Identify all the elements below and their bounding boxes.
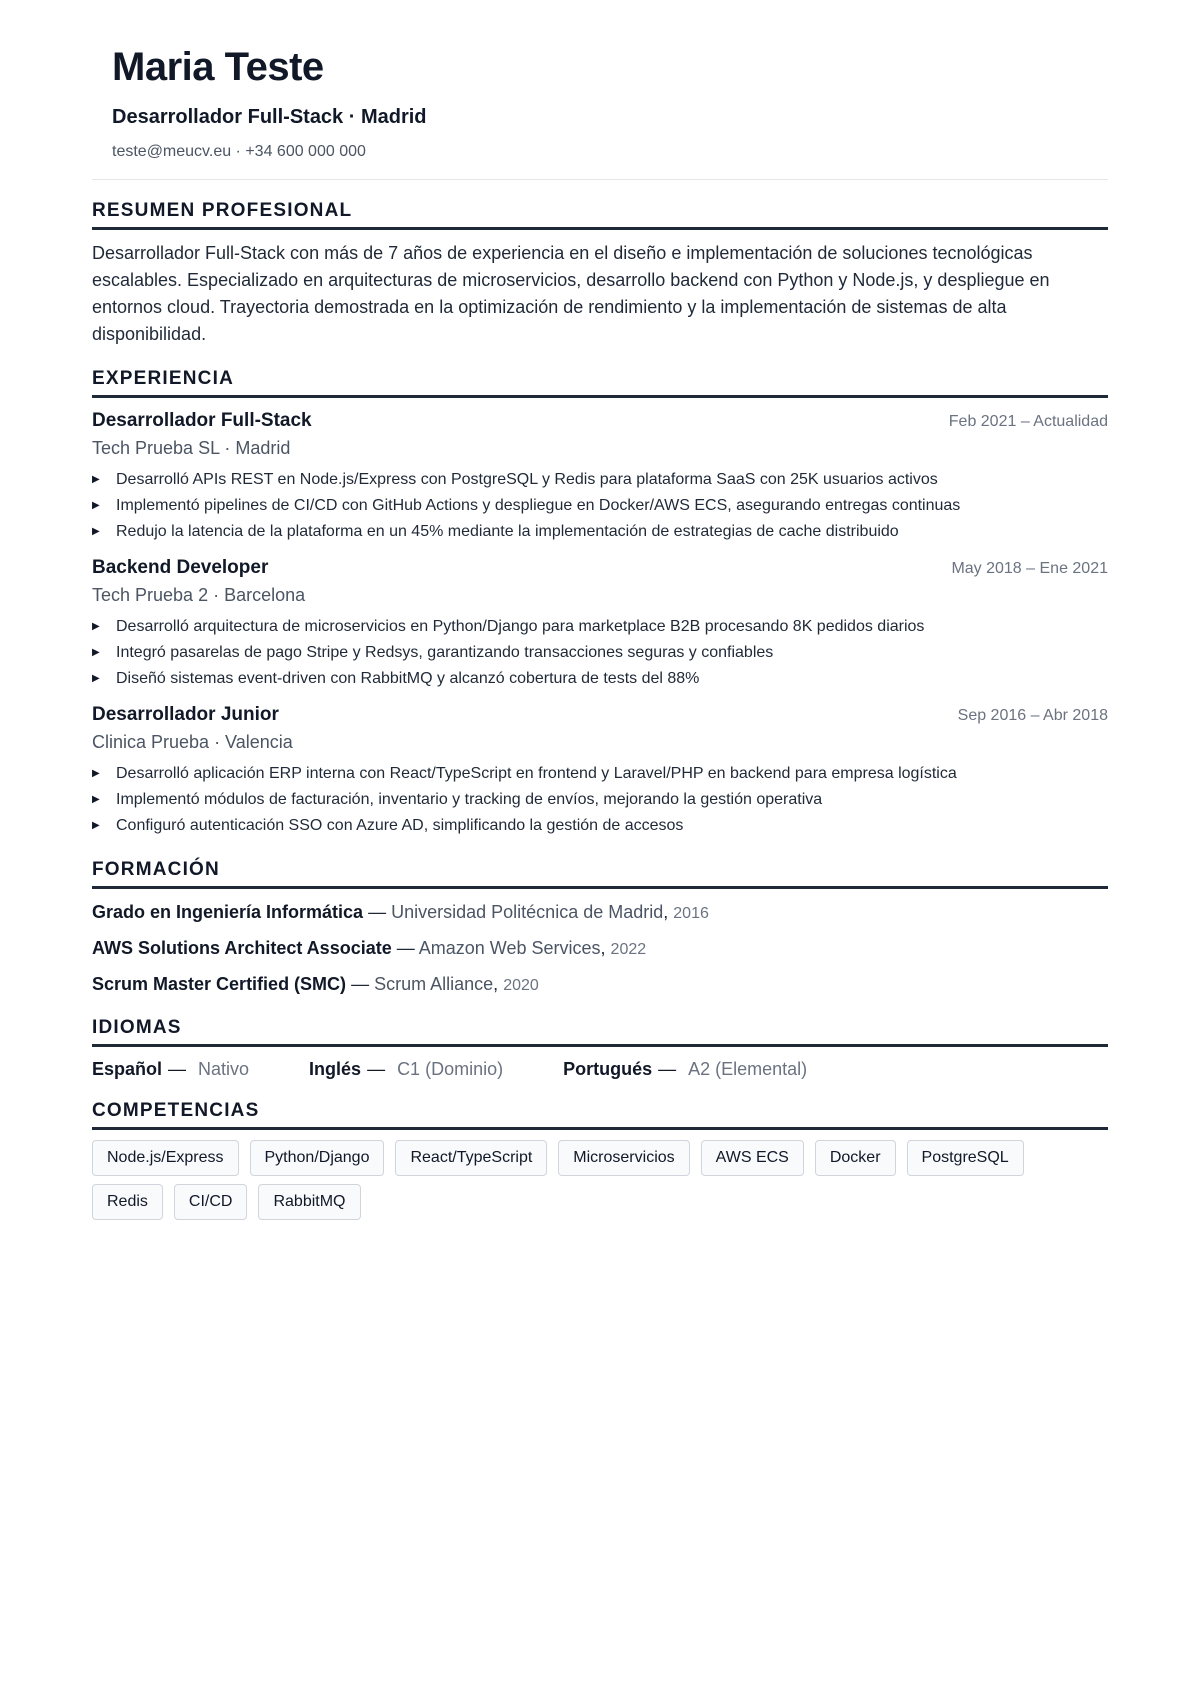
education-institution: Amazon Web Services xyxy=(418,938,601,958)
language-name: Inglés xyxy=(309,1059,362,1079)
section-title-summary: RESUMEN PROFESIONAL xyxy=(92,200,1108,230)
language-level: A2 (Elemental) xyxy=(688,1059,808,1079)
languages-list xyxy=(92,1059,1108,1080)
list-item: ▶ Desarrolló APIs REST en Node.js/Express con PostgreSQL y Redis para plataforma SaaS con 25K usuarios activos xyxy=(92,467,1108,493)
skill-tag: Python/Django xyxy=(250,1140,385,1176)
language-item: Español — Nativo xyxy=(92,1059,250,1079)
education-degree: Grado en Ingeniería Informática xyxy=(92,902,364,922)
section-title-experience: EXPERIENCIA xyxy=(92,368,1108,398)
header-divider xyxy=(92,179,1108,180)
list-item: ▶ Configuró autenticación SSO con Azure AD, simplificando la gestión de accesos xyxy=(92,813,1108,839)
education-year: 2016 xyxy=(673,905,709,922)
arrow-right-icon: ▶ xyxy=(92,500,100,511)
language-item: Inglés — C1 (Dominio) xyxy=(309,1059,504,1079)
skill-tag: RabbitMQ xyxy=(258,1184,360,1220)
education-degree: Scrum Master Certified (SMC) xyxy=(92,974,347,994)
arrow-right-icon: ▶ xyxy=(92,621,100,632)
skill-tag: AWS ECS xyxy=(701,1140,804,1176)
language-level: C1 (Dominio) xyxy=(397,1059,504,1079)
education-degree: AWS Solutions Architect Associate xyxy=(92,938,392,958)
education-item: Grado en Ingeniería Informática — Universidad Politécnica de Madrid, 2016 xyxy=(92,902,709,922)
language-level: Nativo xyxy=(198,1059,250,1079)
job-title: Backend Developer xyxy=(92,557,269,578)
skill-tag: Redis xyxy=(92,1184,163,1220)
education-item: Scrum Master Certified (SMC) — Scrum Alliance, 2020 xyxy=(92,974,539,994)
job-date: Sep 2016 – Abr 2018 xyxy=(957,707,1108,724)
arrow-right-icon: ▶ xyxy=(92,768,100,779)
arrow-right-icon: ▶ xyxy=(92,820,100,831)
skill-tag: React/TypeScript xyxy=(395,1140,547,1176)
section-title-education: FORMACIÓN xyxy=(92,859,1108,889)
list-item: ▶ Integró pasarelas de pago Stripe y Redsys, garantizando transacciones seguras y confiables xyxy=(92,640,1108,666)
language-name: Portugués xyxy=(563,1059,653,1079)
education-item: AWS Solutions Architect Associate — Amazon Web Services, 2022 xyxy=(92,938,647,958)
list-item: ▶ Implementó módulos de facturación, inventario y tracking de envíos, mejorando la gestión operativa xyxy=(92,787,1108,813)
job-date: Feb 2021 – Actualidad xyxy=(948,413,1108,430)
job-entry xyxy=(92,410,1108,545)
language-item: Portugués — A2 (Elemental) xyxy=(563,1059,808,1079)
job-entry xyxy=(92,557,1108,692)
skill-tag: CI/CD xyxy=(174,1184,248,1220)
job-title: Desarrollador Full-Stack xyxy=(92,410,312,431)
education-section xyxy=(92,859,1108,997)
skill-tag: Docker xyxy=(815,1140,896,1176)
skill-tag: Node.js/Express xyxy=(92,1140,239,1176)
section-title-languages: IDIOMAS xyxy=(92,1017,1108,1047)
skills-section xyxy=(92,1100,1108,1228)
list-item: ▶ Desarrolló aplicación ERP interna con React/TypeScript en frontend y Laravel/PHP en backend para empresa logística xyxy=(92,761,1108,787)
experience-section xyxy=(92,368,1108,839)
languages-section xyxy=(92,1017,1108,1080)
job-bullets xyxy=(92,761,1108,839)
job-company: Clinica Prueba · Valencia xyxy=(92,732,293,752)
arrow-right-icon: ▶ xyxy=(92,794,100,805)
person-name: Maria Teste xyxy=(112,45,324,89)
job-date: May 2018 – Ene 2021 xyxy=(951,560,1108,577)
skill-tag: Microservicios xyxy=(558,1140,689,1176)
job-bullets xyxy=(92,467,1108,545)
education-year: 2022 xyxy=(610,941,647,958)
skills-list xyxy=(92,1140,1092,1228)
list-item: ▶ Desarrolló arquitectura de microservicios en Python/Django para marketplace B2B procesando 8K pedidos diarios xyxy=(92,614,1108,640)
job-title: Desarrollador Junior xyxy=(92,704,279,725)
job-subtitle: Desarrollador Full-Stack · Madrid xyxy=(112,106,427,128)
list-item: ▶ Diseñó sistemas event-driven con RabbitMQ y alcanzó cobertura de tests del 88% xyxy=(92,666,1108,692)
job-entry xyxy=(92,704,1108,839)
summary-text: Desarrollador Full-Stack con más de 7 años de experiencia en el diseño e implementación de soluciones tecnológicas escalables. Especializado en arquitecturas de microservicios, desarrollo backend con Python y Node.js, y despliegue en entornos cloud. Trayectoria demostrada en la optimización de rendimiento y la implementación de sistemas de alta disponibilidad. xyxy=(92,243,1050,344)
education-year: 2020 xyxy=(503,977,539,994)
arrow-right-icon: ▶ xyxy=(92,673,100,684)
list-item: ▶ Implementó pipelines de CI/CD con GitHub Actions y despliegue en Docker/AWS ECS, asegurando entregas continuas xyxy=(92,493,1108,519)
job-company: Tech Prueba SL · Madrid xyxy=(92,438,291,458)
skill-tag: PostgreSQL xyxy=(907,1140,1024,1176)
arrow-right-icon: ▶ xyxy=(92,474,100,485)
resume-header xyxy=(92,0,1108,161)
job-bullets xyxy=(92,614,1108,692)
section-title-skills: COMPETENCIAS xyxy=(92,1100,1108,1130)
job-company: Tech Prueba 2 · Barcelona xyxy=(92,585,306,605)
education-institution: Scrum Alliance xyxy=(374,974,494,994)
language-name: Español xyxy=(92,1059,163,1079)
education-institution: Universidad Politécnica de Madrid xyxy=(391,902,664,922)
arrow-right-icon: ▶ xyxy=(92,526,100,537)
summary-section xyxy=(92,200,1108,348)
list-item: ▶ Redujo la latencia de la plataforma en un 45% mediante la implementación de estrategias de cache distribuido xyxy=(92,519,1108,545)
arrow-right-icon: ▶ xyxy=(92,647,100,658)
contact-info: teste@meucv.eu · +34 600 000 000 xyxy=(112,143,366,160)
